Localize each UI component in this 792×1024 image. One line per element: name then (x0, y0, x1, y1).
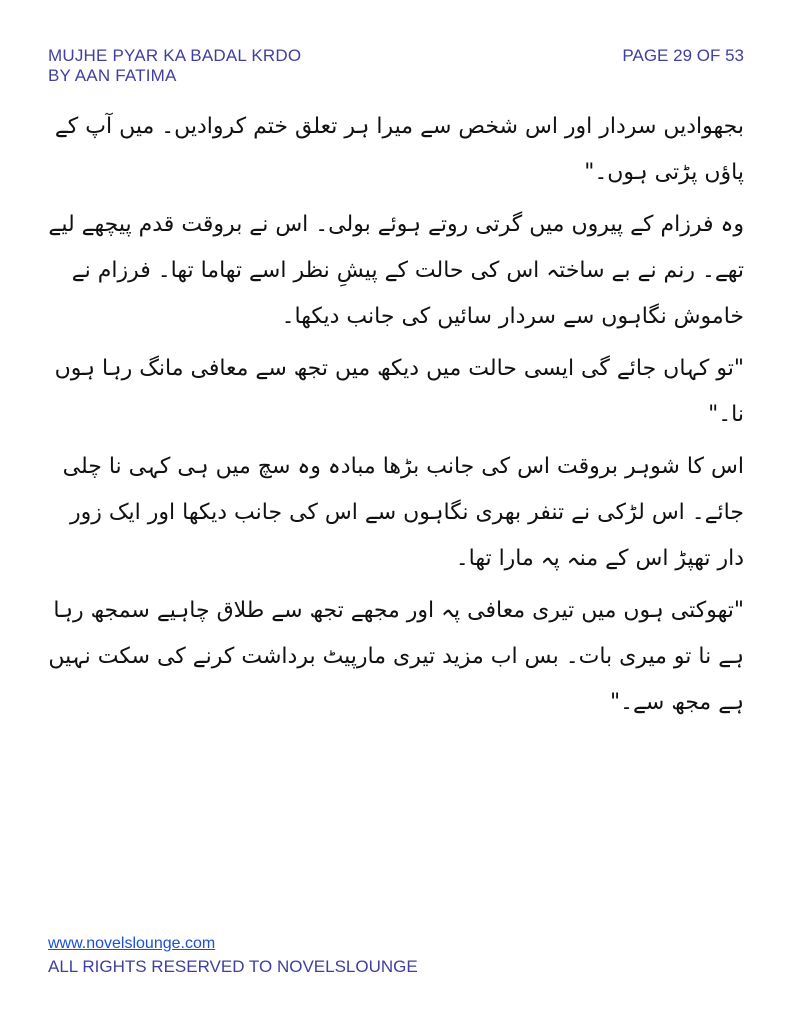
novel-author: BY AAN FATIMA (48, 66, 177, 85)
document-footer (48, 934, 418, 978)
page-indicator: PAGE 29 OF 53 (622, 46, 744, 65)
novel-title: MUJHE PYAR KA BADAL KRDO (48, 46, 302, 65)
rights-notice: ALL RIGHTS RESERVED TO NOVELSLOUNGE (48, 957, 418, 976)
paragraph-5: "تھوکتی ہوں میں تیری معافی پہ اور مجھے تجھ سے طلاق چاہیے سمجھ رہا ہے نا تو میری بات۔ بس اب مزید تیری مارپیٹ برداشت کرنے کی سکت نہیں ہے مجھ سے۔" (48, 598, 744, 715)
document-header-left (48, 46, 301, 86)
paragraph-3: "تو کہاں جائے گی ایسی حالت میں دیکھ میں تجھ سے معافی مانگ رہا ہوں نا۔" (54, 356, 744, 427)
website-link[interactable]: www.novelslounge.com (48, 935, 216, 952)
paragraph-1: بجھوادیں سردار اور اس شخص سے میرا ہر تعلق ختم کروادیں۔ میں آپ کے پاؤں پڑتی ہوں۔" (54, 114, 744, 185)
document-body (48, 104, 744, 732)
paragraph-4: اس کا شوہر بروقت اس کی جانب بڑھا مبادہ وہ سچ میں ہی کہی نا چلی جائے۔ اس لڑکی نے تنفر بھری نگاہوں سے اس کی جانب دیکھا اور ایک زور دار تھپڑ اس کے منہ پہ مارا تھا۔ (62, 454, 744, 571)
paragraph-2: وہ فرزام کے پیروں میں گرتی روتے ہوئے بولی۔ اس نے بروقت قدم پیچھے لیے تھے۔ رنم نے بے ساختہ اس کی حالت کے پیشِ نظر اسے تھاما تھا۔ فرزام نے خاموش نگاہوں سے سردار سائیں کی جانب دیکھا۔ (48, 212, 744, 329)
